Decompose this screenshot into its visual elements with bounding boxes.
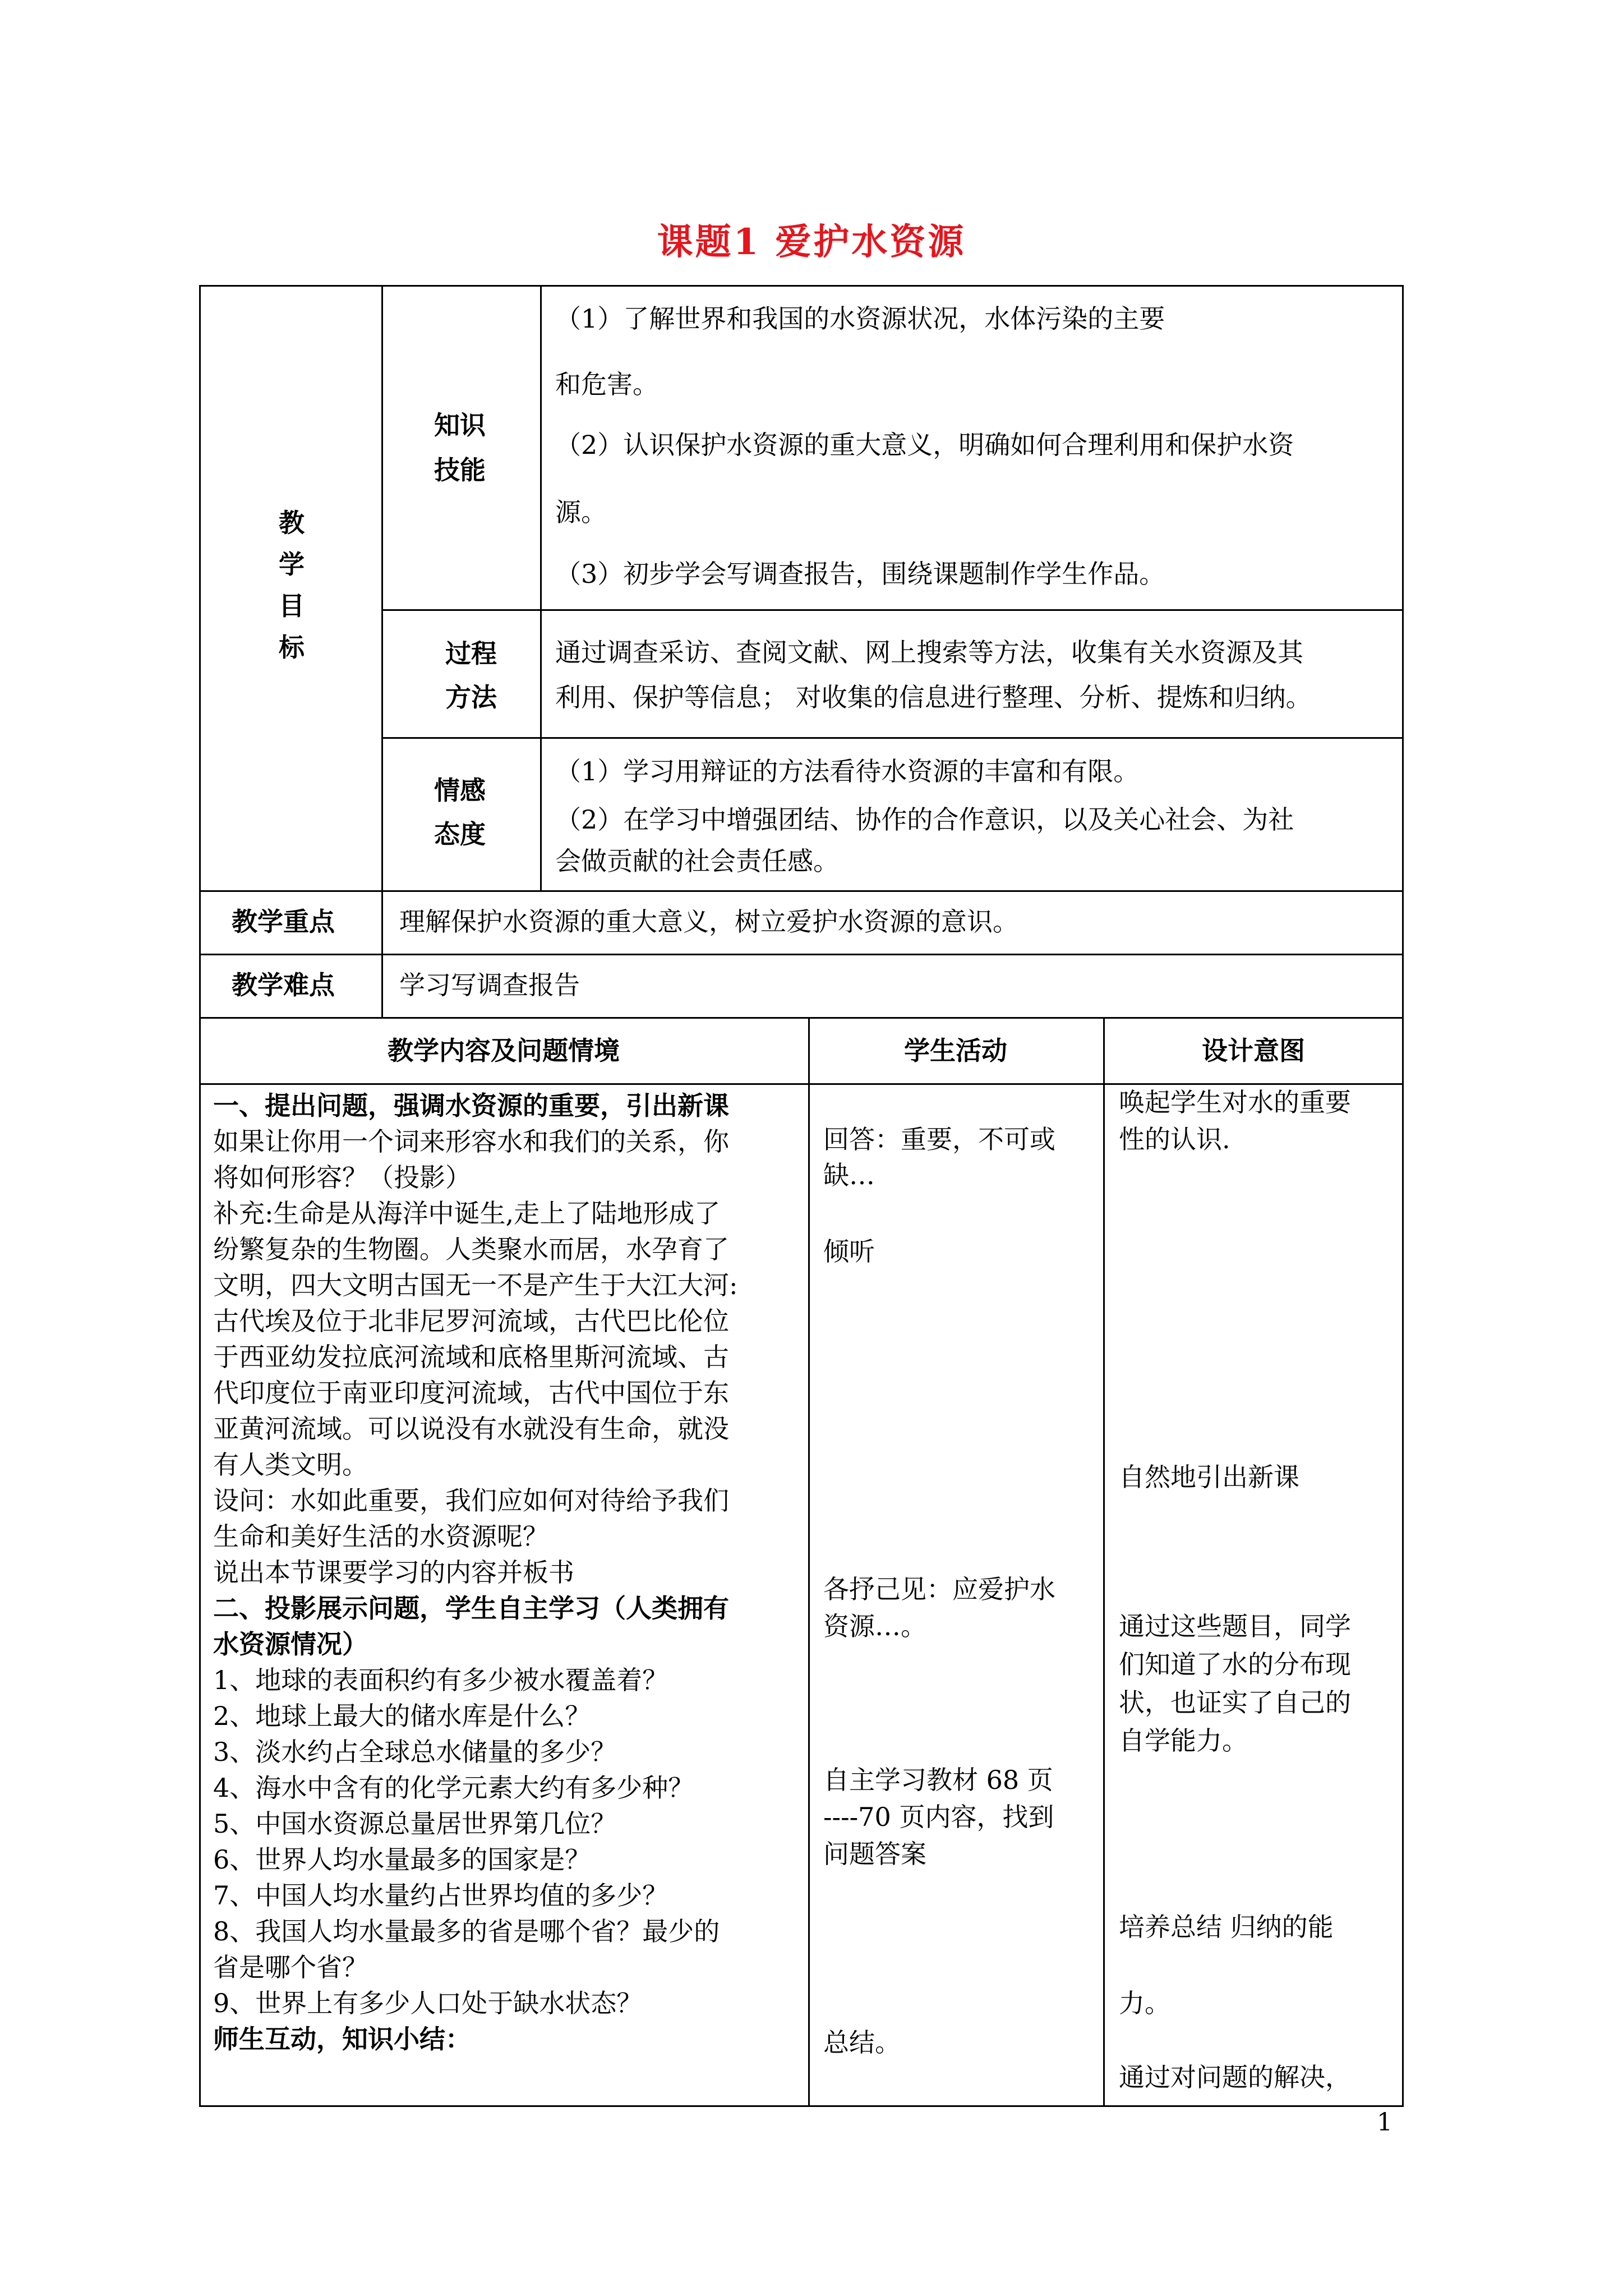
process-label: 过程 方法 [445, 638, 497, 712]
row-divider [199, 1017, 1404, 1019]
difficulty-label: 教学难点 [232, 970, 335, 1000]
difficulty-value: 学习写调查报告 [399, 970, 580, 1000]
col-divider [381, 285, 383, 1017]
row-divider [381, 737, 1404, 739]
key-point-value: 理解保护水资源的重大意义，树立爱护水资源的意识。 [399, 907, 1018, 937]
objectives-label: 教 学 目 标 [279, 508, 305, 662]
header-design-intent: 设计意图 [1202, 1036, 1305, 1066]
col-divider [540, 285, 542, 890]
row-divider [381, 609, 1404, 611]
page-title: 课题1 爱护水资源 [657, 221, 966, 263]
col-divider [808, 1017, 810, 2107]
page-number: 1 [1377, 2108, 1393, 2137]
knowledge-label: 知识 技能 [434, 410, 486, 485]
key-point-label: 教学重点 [232, 907, 335, 937]
row-divider [199, 890, 1404, 892]
row-divider [199, 954, 1404, 955]
header-content: 教学内容及问题情境 [388, 1036, 620, 1066]
header-student-activity: 学生活动 [904, 1036, 1007, 1066]
emotion-label: 情感 态度 [434, 775, 486, 849]
col-divider [1103, 1017, 1105, 2107]
